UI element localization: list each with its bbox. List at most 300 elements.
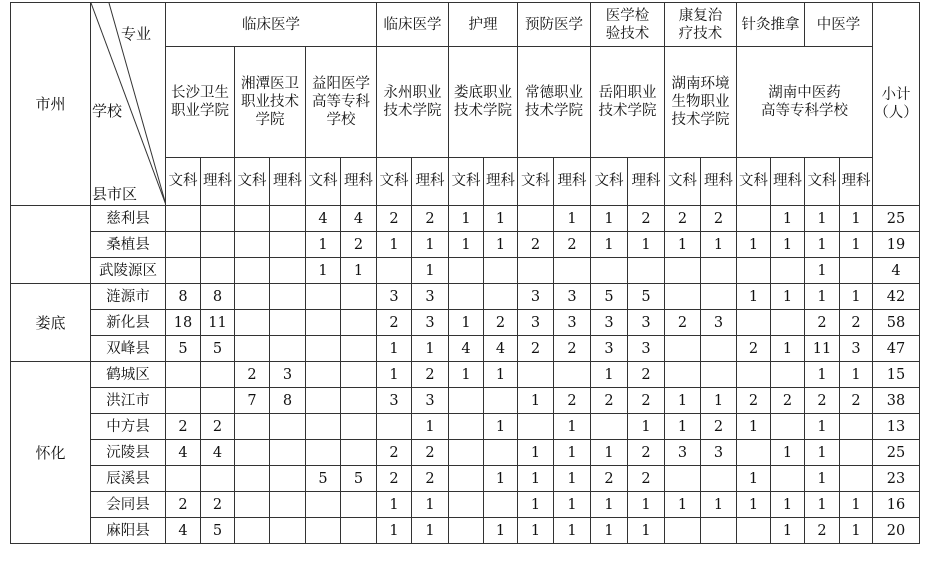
count-cell: [235, 258, 270, 284]
count-cell: [306, 284, 341, 310]
count-cell: 2: [377, 310, 412, 336]
count-cell: 1: [518, 518, 554, 544]
major-header: 医学检 验技术: [591, 3, 665, 47]
count-cell: 1: [737, 414, 771, 440]
count-cell: 1: [377, 492, 412, 518]
count-cell: [270, 310, 306, 336]
count-cell: 2: [840, 310, 873, 336]
table-row: [11, 362, 920, 388]
count-cell: 1: [591, 440, 628, 466]
count-cell: [449, 466, 484, 492]
count-cell: [270, 440, 306, 466]
count-cell: 5: [166, 336, 201, 362]
count-cell: 2: [771, 388, 805, 414]
count-cell: 1: [412, 414, 449, 440]
count-cell: 1: [591, 232, 628, 258]
diagonal-corner-header: [91, 3, 166, 206]
track-header-science: 理科: [554, 157, 591, 205]
count-cell: 3: [412, 388, 449, 414]
subtotal-cell: 38: [873, 388, 920, 414]
count-cell: [840, 414, 873, 440]
subtotal-cell: 25: [873, 206, 920, 232]
track-header-science: 理科: [484, 157, 518, 205]
count-cell: [771, 362, 805, 388]
table-row: [11, 232, 920, 258]
count-cell: 1: [484, 232, 518, 258]
count-cell: 2: [805, 388, 840, 414]
count-cell: 2: [235, 362, 270, 388]
table-row: [11, 518, 920, 544]
count-cell: [628, 258, 665, 284]
track-header-arts: 文科: [449, 157, 484, 205]
count-cell: 1: [554, 414, 591, 440]
count-cell: 1: [840, 362, 873, 388]
count-cell: 5: [628, 284, 665, 310]
count-cell: 1: [805, 492, 840, 518]
count-cell: 1: [805, 258, 840, 284]
count-cell: 1: [554, 206, 591, 232]
count-cell: [449, 284, 484, 310]
count-cell: 2: [840, 388, 873, 414]
count-cell: [235, 284, 270, 310]
count-cell: 1: [840, 492, 873, 518]
track-header-arts: 文科: [665, 157, 701, 205]
count-cell: 4: [341, 206, 377, 232]
table-row: [11, 284, 920, 310]
subtotal-cell: 19: [873, 232, 920, 258]
count-cell: 1: [518, 466, 554, 492]
track-header-science: 理科: [341, 157, 377, 205]
city-cell: 娄底: [11, 284, 91, 362]
count-cell: 3: [518, 284, 554, 310]
count-cell: 2: [166, 492, 201, 518]
count-cell: [270, 414, 306, 440]
count-cell: 5: [306, 466, 341, 492]
table-row: [11, 492, 920, 518]
count-cell: 3: [591, 336, 628, 362]
table-row: [11, 310, 920, 336]
count-cell: 4: [306, 206, 341, 232]
count-cell: 1: [737, 492, 771, 518]
count-cell: [701, 466, 737, 492]
track-header-arts: 文科: [306, 157, 341, 205]
count-cell: 1: [377, 518, 412, 544]
county-cell: 会同县: [91, 492, 166, 518]
count-cell: [306, 336, 341, 362]
count-cell: [306, 388, 341, 414]
county-cell: 麻阳县: [91, 518, 166, 544]
count-cell: 1: [805, 414, 840, 440]
count-cell: 1: [412, 336, 449, 362]
count-cell: [701, 362, 737, 388]
count-cell: [591, 414, 628, 440]
corner-major-label: 专业: [121, 25, 152, 43]
count-cell: [306, 518, 341, 544]
count-cell: [771, 310, 805, 336]
count-cell: 1: [771, 206, 805, 232]
subtotal-cell: 4: [873, 258, 920, 284]
count-cell: [270, 232, 306, 258]
count-cell: 2: [412, 362, 449, 388]
count-cell: 2: [518, 232, 554, 258]
subtotal-cell: 25: [873, 440, 920, 466]
major-header: 预防医学: [518, 3, 591, 47]
corner-county-label: 县市区: [92, 185, 138, 203]
count-cell: [701, 258, 737, 284]
count-cell: 1: [377, 336, 412, 362]
count-cell: [341, 440, 377, 466]
count-cell: 2: [628, 466, 665, 492]
count-cell: 1: [840, 284, 873, 310]
count-cell: 1: [412, 258, 449, 284]
count-cell: 1: [771, 492, 805, 518]
count-cell: 4: [201, 440, 235, 466]
count-cell: 2: [628, 388, 665, 414]
count-cell: 2: [737, 336, 771, 362]
count-cell: 1: [805, 362, 840, 388]
count-cell: 2: [591, 388, 628, 414]
count-cell: 2: [412, 440, 449, 466]
count-cell: 2: [665, 206, 701, 232]
major-header: 中医学: [805, 3, 873, 47]
count-cell: 11: [805, 336, 840, 362]
major-header: 康复治 疗技术: [665, 3, 737, 47]
count-cell: [377, 414, 412, 440]
count-cell: 2: [377, 440, 412, 466]
count-cell: [771, 258, 805, 284]
count-cell: [518, 414, 554, 440]
count-cell: [201, 362, 235, 388]
count-cell: [306, 362, 341, 388]
count-cell: [166, 232, 201, 258]
count-cell: [341, 336, 377, 362]
count-cell: 1: [840, 518, 873, 544]
count-cell: [484, 440, 518, 466]
count-cell: 1: [665, 388, 701, 414]
major-header: 针灸推拿: [737, 3, 805, 47]
count-cell: 2: [665, 310, 701, 336]
count-cell: [270, 492, 306, 518]
subtotal-cell: 42: [873, 284, 920, 310]
table-row: [11, 258, 920, 284]
count-cell: 1: [628, 518, 665, 544]
count-cell: [591, 258, 628, 284]
count-cell: [235, 414, 270, 440]
track-header-science: 理科: [701, 157, 737, 205]
count-cell: [665, 258, 701, 284]
count-cell: [270, 336, 306, 362]
count-cell: 3: [628, 336, 665, 362]
count-cell: [235, 206, 270, 232]
count-cell: 1: [591, 362, 628, 388]
count-cell: 7: [235, 388, 270, 414]
count-cell: [235, 518, 270, 544]
count-cell: 2: [628, 362, 665, 388]
count-cell: 2: [341, 232, 377, 258]
count-cell: 1: [737, 466, 771, 492]
track-header-arts: 文科: [166, 157, 201, 205]
major-header: 护理: [449, 3, 518, 47]
count-cell: 1: [628, 232, 665, 258]
track-header-arts: 文科: [235, 157, 270, 205]
county-cell: 武陵源区: [91, 258, 166, 284]
count-cell: 1: [484, 518, 518, 544]
count-cell: [235, 336, 270, 362]
subtotal-cell: 16: [873, 492, 920, 518]
count-cell: [449, 492, 484, 518]
count-cell: [840, 466, 873, 492]
count-cell: 3: [554, 284, 591, 310]
count-cell: [449, 258, 484, 284]
count-cell: 2: [377, 466, 412, 492]
count-cell: 2: [201, 492, 235, 518]
county-cell: 沅陵县: [91, 440, 166, 466]
track-header-science: 理科: [270, 157, 306, 205]
track-header-arts: 文科: [518, 157, 554, 205]
count-cell: 1: [449, 310, 484, 336]
count-cell: 1: [840, 206, 873, 232]
count-cell: [737, 518, 771, 544]
table-row: [11, 466, 920, 492]
count-cell: 2: [805, 310, 840, 336]
track-header-arts: 文科: [805, 157, 840, 205]
count-cell: [484, 388, 518, 414]
count-cell: [270, 518, 306, 544]
count-cell: 1: [412, 232, 449, 258]
count-cell: [201, 232, 235, 258]
count-cell: [701, 518, 737, 544]
county-cell: 双峰县: [91, 336, 166, 362]
school-header: 常德职业 技术学院: [518, 47, 591, 158]
county-cell: 桑植县: [91, 232, 166, 258]
count-cell: 3: [377, 388, 412, 414]
count-cell: 2: [518, 336, 554, 362]
count-cell: 5: [341, 466, 377, 492]
count-cell: 1: [805, 440, 840, 466]
count-cell: 4: [484, 336, 518, 362]
count-cell: [449, 518, 484, 544]
count-cell: 1: [771, 336, 805, 362]
count-cell: 8: [166, 284, 201, 310]
count-cell: 1: [701, 388, 737, 414]
count-cell: [201, 258, 235, 284]
school-header: 岳阳职业 技术学院: [591, 47, 665, 158]
count-cell: 1: [484, 466, 518, 492]
count-cell: 2: [554, 232, 591, 258]
count-cell: [235, 232, 270, 258]
school-header: 湖南中医药 高等专科学校: [737, 47, 873, 158]
count-cell: 4: [166, 518, 201, 544]
subtotal-column-header: 小计 （人）: [873, 3, 920, 206]
count-cell: [449, 414, 484, 440]
count-cell: 2: [737, 388, 771, 414]
count-cell: [341, 310, 377, 336]
count-cell: 1: [484, 206, 518, 232]
count-cell: [449, 440, 484, 466]
subtotal-cell: 20: [873, 518, 920, 544]
count-cell: [341, 518, 377, 544]
count-cell: 1: [449, 232, 484, 258]
subtotal-cell: 13: [873, 414, 920, 440]
count-cell: 11: [201, 310, 235, 336]
count-cell: [341, 284, 377, 310]
count-cell: 8: [201, 284, 235, 310]
city-cell: 怀化: [11, 362, 91, 544]
count-cell: [201, 206, 235, 232]
track-header-arts: 文科: [377, 157, 412, 205]
count-cell: 1: [805, 466, 840, 492]
count-cell: 1: [554, 440, 591, 466]
count-cell: 3: [628, 310, 665, 336]
count-cell: [306, 440, 341, 466]
count-cell: [484, 492, 518, 518]
count-cell: 8: [270, 388, 306, 414]
count-cell: 5: [201, 518, 235, 544]
count-cell: [840, 258, 873, 284]
table-row: [11, 414, 920, 440]
count-cell: [554, 258, 591, 284]
count-cell: 1: [665, 414, 701, 440]
count-cell: 3: [270, 362, 306, 388]
count-cell: 1: [591, 492, 628, 518]
count-cell: [270, 466, 306, 492]
count-cell: 2: [484, 310, 518, 336]
count-cell: 1: [591, 206, 628, 232]
count-cell: [737, 310, 771, 336]
count-cell: 1: [771, 232, 805, 258]
count-cell: 4: [449, 336, 484, 362]
count-cell: 1: [840, 232, 873, 258]
count-cell: 2: [377, 206, 412, 232]
school-header: 娄底职业 技术学院: [449, 47, 518, 158]
count-cell: [341, 414, 377, 440]
count-cell: 1: [377, 362, 412, 388]
count-cell: [166, 388, 201, 414]
count-cell: 1: [805, 232, 840, 258]
track-header-science: 理科: [771, 157, 805, 205]
count-cell: [484, 284, 518, 310]
count-cell: 2: [701, 414, 737, 440]
city-cell: [11, 206, 91, 284]
count-cell: 1: [518, 440, 554, 466]
count-cell: 18: [166, 310, 201, 336]
school-header: 永州职业 技术学院: [377, 47, 449, 158]
count-cell: [665, 466, 701, 492]
track-header-science: 理科: [628, 157, 665, 205]
count-cell: [306, 414, 341, 440]
count-cell: [701, 336, 737, 362]
count-cell: [270, 206, 306, 232]
count-cell: 1: [377, 232, 412, 258]
count-cell: 3: [518, 310, 554, 336]
count-cell: 3: [377, 284, 412, 310]
count-cell: 1: [306, 232, 341, 258]
count-cell: 1: [518, 492, 554, 518]
count-cell: 1: [554, 492, 591, 518]
count-cell: [377, 258, 412, 284]
enrollment-table: [10, 2, 920, 544]
subtotal-cell: 47: [873, 336, 920, 362]
city-column-header: 市州: [11, 3, 91, 206]
school-header: 湘潭医卫 职业技术 学院: [235, 47, 306, 158]
count-cell: [554, 362, 591, 388]
count-cell: [166, 258, 201, 284]
school-header: 湖南环境 生物职业 技术学院: [665, 47, 737, 158]
count-cell: [235, 440, 270, 466]
count-cell: 5: [591, 284, 628, 310]
count-cell: 1: [412, 518, 449, 544]
subtotal-cell: 15: [873, 362, 920, 388]
count-cell: [701, 284, 737, 310]
count-cell: [341, 362, 377, 388]
count-cell: 1: [412, 492, 449, 518]
count-cell: 2: [701, 206, 737, 232]
count-cell: [665, 518, 701, 544]
table-row: [11, 440, 920, 466]
count-cell: 1: [805, 284, 840, 310]
count-cell: [306, 310, 341, 336]
county-cell: 辰溪县: [91, 466, 166, 492]
count-cell: [201, 466, 235, 492]
count-cell: 1: [628, 492, 665, 518]
count-cell: [665, 362, 701, 388]
count-cell: [341, 492, 377, 518]
count-cell: 1: [484, 362, 518, 388]
subtotal-cell: 23: [873, 466, 920, 492]
count-cell: 4: [166, 440, 201, 466]
count-cell: 2: [201, 414, 235, 440]
count-cell: 2: [591, 466, 628, 492]
count-cell: 2: [412, 206, 449, 232]
count-cell: 1: [771, 284, 805, 310]
count-cell: 2: [628, 206, 665, 232]
count-cell: 3: [412, 310, 449, 336]
count-cell: [166, 466, 201, 492]
major-header: 临床医学: [166, 3, 377, 47]
count-cell: 1: [484, 414, 518, 440]
track-header-science: 理科: [201, 157, 235, 205]
table-row: [11, 336, 920, 362]
subtotal-cell: 58: [873, 310, 920, 336]
count-cell: 1: [701, 232, 737, 258]
count-cell: 1: [737, 232, 771, 258]
count-cell: [737, 206, 771, 232]
major-header: 临床医学: [377, 3, 449, 47]
count-cell: [484, 258, 518, 284]
count-cell: 1: [554, 466, 591, 492]
count-cell: 1: [771, 440, 805, 466]
count-cell: [771, 466, 805, 492]
count-cell: [840, 440, 873, 466]
count-cell: [771, 414, 805, 440]
count-cell: 1: [665, 492, 701, 518]
count-cell: 3: [665, 440, 701, 466]
count-cell: 2: [805, 518, 840, 544]
count-cell: [166, 206, 201, 232]
count-cell: [518, 206, 554, 232]
count-cell: 2: [166, 414, 201, 440]
count-cell: 1: [449, 206, 484, 232]
county-cell: 涟源市: [91, 284, 166, 310]
count-cell: [665, 284, 701, 310]
count-cell: 2: [628, 440, 665, 466]
count-cell: [737, 362, 771, 388]
count-cell: [270, 258, 306, 284]
count-cell: 1: [554, 518, 591, 544]
count-cell: 1: [665, 232, 701, 258]
count-cell: [306, 492, 341, 518]
count-cell: [449, 388, 484, 414]
